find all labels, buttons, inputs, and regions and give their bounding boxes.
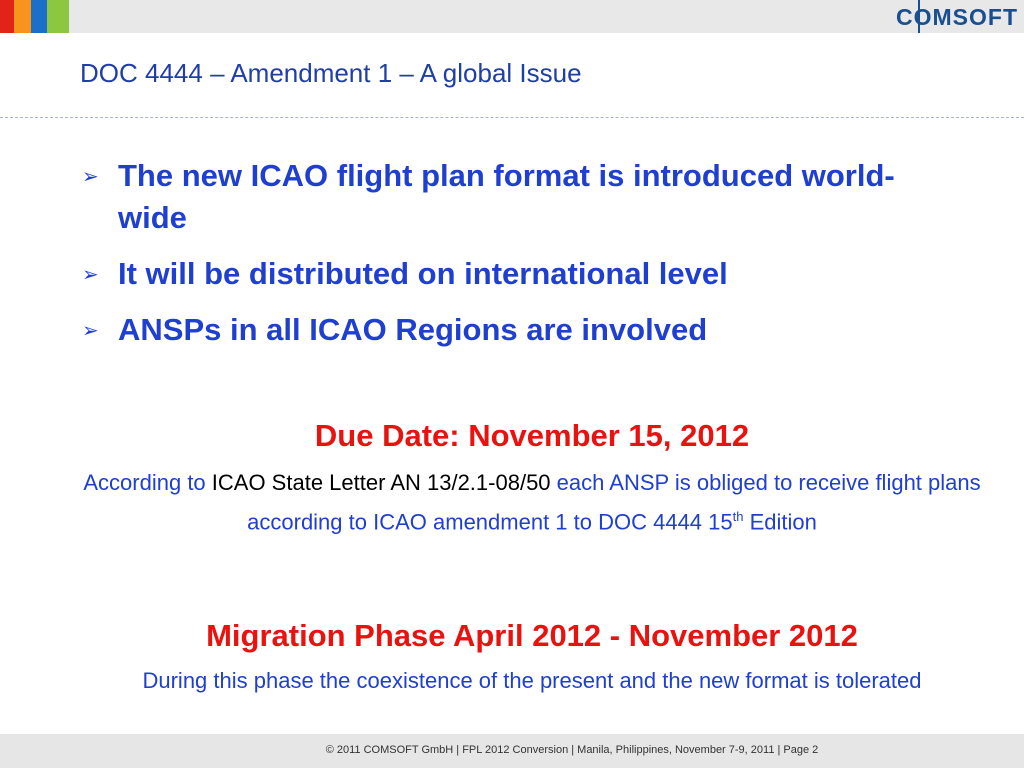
migration-description: During this phase the coexistence of the present and the new format is tolerated [142, 668, 922, 693]
bullet-item [80, 309, 960, 351]
bullet-text: The new ICAO flight plan format is introduced world-wide [118, 158, 895, 235]
bullet-item [80, 155, 960, 239]
color-strip-red [0, 0, 14, 33]
migration-heading: Migration Phase April 2012 - November 2012 [206, 618, 858, 653]
top-bar [0, 0, 1024, 33]
color-strip-blue [31, 0, 47, 33]
due-text-end: Edition [743, 509, 817, 535]
arrow-bullet-icon: ➢ [82, 166, 99, 188]
footer-text: © 2011 COMSOFT GmbH | FPL 2012 Conversion | Manila, Philippines, November 7-9, 2011 | Page 2 [325, 744, 819, 756]
comsoft-logo: COMSOFT [896, 4, 1018, 30]
state-letter-reference: ICAO State Letter AN 13/2.1-08/50 [211, 470, 551, 495]
arrow-bullet-icon: ➢ [82, 264, 99, 286]
bullet-text: ANSPs in all ICAO Regions are involved [118, 312, 708, 347]
due-date-description [60, 466, 1004, 539]
due-date-heading: Due Date: November 15, 2012 [314, 418, 750, 453]
bullet-item [80, 253, 960, 295]
slide-title: DOC 4444 – Amendment 1 – A global Issue [80, 58, 582, 88]
bullet-text: It will be distributed on international level [118, 256, 728, 291]
bullet-list [80, 155, 960, 365]
color-strip-green [47, 0, 69, 33]
arrow-bullet-icon: ➢ [82, 320, 99, 342]
due-text-after: each ANSP is obliged to receive flight plans according to ICAO amendment 1 to DOC 4444 15 [247, 470, 981, 535]
color-strip-orange [14, 0, 31, 33]
edition-superscript: th [732, 509, 744, 524]
due-text-before: According to [83, 470, 212, 495]
title-divider [0, 117, 1024, 118]
